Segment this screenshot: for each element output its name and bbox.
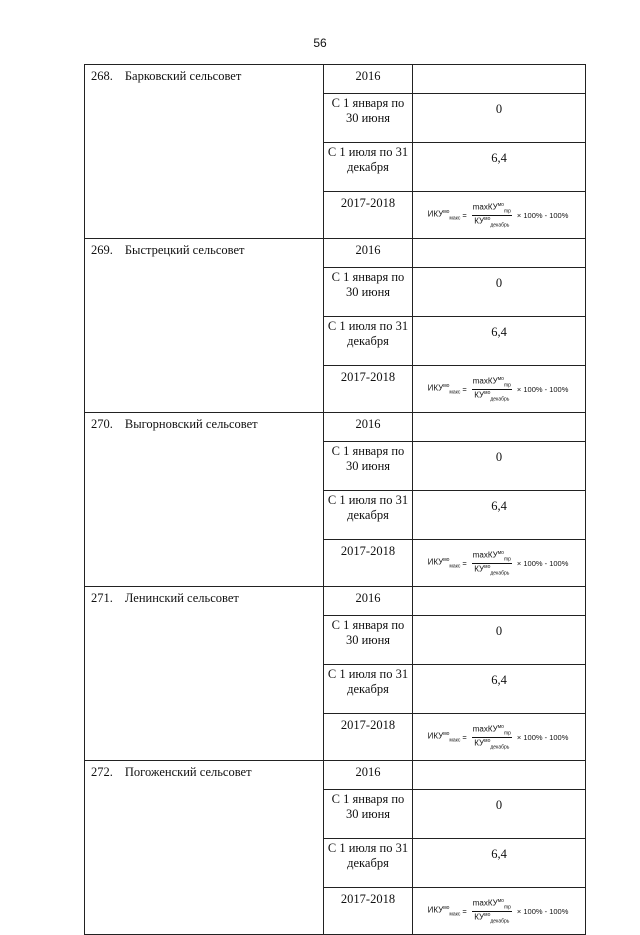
index-formula <box>428 376 571 402</box>
second-half-value: 6,4 <box>413 839 586 888</box>
entry-row-year <box>85 65 586 94</box>
formula-tail: × 100% - 100% <box>516 210 569 220</box>
entry-number: 272. <box>91 765 113 779</box>
formula-fraction <box>472 550 512 576</box>
formula-tail: × 100% - 100% <box>516 906 569 916</box>
year-cell: 2016 <box>324 587 413 616</box>
formula-lhs: $ИКУ^{мо}_{макс}$ <box>427 208 461 222</box>
year-value-cell <box>413 413 586 442</box>
second-half-value: 6,4 <box>413 143 586 192</box>
first-half-value: 0 <box>413 790 586 839</box>
entry-number: 271. <box>91 591 113 605</box>
year-cell: 2016 <box>324 761 413 790</box>
index-formula <box>428 202 571 228</box>
entry-number: 269. <box>91 243 113 257</box>
entry-row-year <box>85 761 586 790</box>
first-half-period: С 1 января по 30 июня <box>324 442 413 491</box>
year-value-cell <box>413 761 586 790</box>
second-half-period: С 1 июля по 31 декабря <box>324 839 413 888</box>
municipality-cell <box>85 65 324 239</box>
page-number: 56 <box>313 36 327 50</box>
multi-year-period: 2017-2018 <box>324 192 413 239</box>
formula-fraction <box>472 898 512 924</box>
first-half-period: С 1 января по 30 июня <box>324 94 413 143</box>
formula-cell <box>413 192 586 239</box>
first-half-value: 0 <box>413 616 586 665</box>
formula-denominator: $КУ^{мо}_{декабрь}$ <box>474 737 510 750</box>
entry-number: 270. <box>91 417 113 431</box>
formula-cell <box>413 888 586 935</box>
formula-numerator: maxКУ$^{мо}_{mp}$ <box>472 376 511 389</box>
municipality-name: Ленинский сельсовет <box>124 591 239 605</box>
formula-fraction <box>472 202 512 228</box>
second-half-value: 6,4 <box>413 491 586 540</box>
year-cell: 2016 <box>324 413 413 442</box>
municipality-name: Быстрецкий сельсовет <box>124 243 245 257</box>
municipality-name: Барковский сельсовет <box>124 69 242 83</box>
formula-tail: × 100% - 100% <box>516 732 569 742</box>
formula-tail: × 100% - 100% <box>516 384 569 394</box>
second-half-period: С 1 июля по 31 декабря <box>324 491 413 540</box>
formula-denominator: $КУ^{мо}_{декабрь}$ <box>474 215 510 228</box>
formula-equals: = <box>462 210 467 220</box>
municipality-cell <box>85 761 324 935</box>
multi-year-period: 2017-2018 <box>324 540 413 587</box>
formula-numerator: maxКУ$^{мо}_{mp}$ <box>472 724 511 737</box>
municipality-cell <box>85 239 324 413</box>
formula-cell <box>413 540 586 587</box>
formula-denominator: $КУ^{мо}_{декабрь}$ <box>474 389 510 402</box>
year-cell: 2016 <box>324 65 413 94</box>
year-cell: 2016 <box>324 239 413 268</box>
formula-equals: = <box>462 906 467 916</box>
formula-lhs: $ИКУ^{мо}_{макс}$ <box>427 904 461 918</box>
second-half-period: С 1 июля по 31 декабря <box>324 143 413 192</box>
second-half-period: С 1 июля по 31 декабря <box>324 665 413 714</box>
entry-number: 268. <box>91 69 113 83</box>
formula-lhs: $ИКУ^{мо}_{макс}$ <box>427 730 461 744</box>
formula-equals: = <box>462 558 467 568</box>
index-formula <box>428 898 571 924</box>
year-value-cell <box>413 587 586 616</box>
formula-lhs: $ИКУ^{мо}_{макс}$ <box>427 556 461 570</box>
year-value-cell <box>413 239 586 268</box>
formula-cell <box>413 366 586 413</box>
index-formula <box>428 724 571 750</box>
formula-fraction <box>472 724 512 750</box>
formula-numerator: maxКУ$^{мо}_{mp}$ <box>472 550 511 563</box>
second-half-period: С 1 июля по 31 декабря <box>324 317 413 366</box>
entry-row-year <box>85 239 586 268</box>
multi-year-period: 2017-2018 <box>324 714 413 761</box>
first-half-period: С 1 января по 30 июня <box>324 268 413 317</box>
multi-year-period: 2017-2018 <box>324 888 413 935</box>
first-half-value: 0 <box>413 268 586 317</box>
entry-row-year <box>85 587 586 616</box>
year-value-cell <box>413 65 586 94</box>
municipality-name: Выгорновский сельсовет <box>124 417 258 431</box>
first-half-value: 0 <box>413 94 586 143</box>
formula-fraction <box>472 376 512 402</box>
formula-lhs: $ИКУ^{мо}_{макс}$ <box>427 382 461 396</box>
formula-numerator: maxКУ$^{мо}_{mp}$ <box>472 202 511 215</box>
formula-cell <box>413 714 586 761</box>
first-half-value: 0 <box>413 442 586 491</box>
formula-numerator: maxКУ$^{мо}_{mp}$ <box>472 898 511 911</box>
second-half-value: 6,4 <box>413 317 586 366</box>
municipality-cell <box>85 413 324 587</box>
second-half-value: 6,4 <box>413 665 586 714</box>
formula-equals: = <box>462 732 467 742</box>
municipality-cell <box>85 587 324 761</box>
municipality-name: Погоженский сельсовет <box>124 765 252 779</box>
index-formula <box>428 550 571 576</box>
tariff-table <box>84 64 586 935</box>
formula-tail: × 100% - 100% <box>516 558 569 568</box>
multi-year-period: 2017-2018 <box>324 366 413 413</box>
formula-equals: = <box>462 384 467 394</box>
first-half-period: С 1 января по 30 июня <box>324 616 413 665</box>
formula-denominator: $КУ^{мо}_{декабрь}$ <box>474 911 510 924</box>
formula-denominator: $КУ^{мо}_{декабрь}$ <box>474 563 510 576</box>
entry-row-year <box>85 413 586 442</box>
first-half-period: С 1 января по 30 июня <box>324 790 413 839</box>
